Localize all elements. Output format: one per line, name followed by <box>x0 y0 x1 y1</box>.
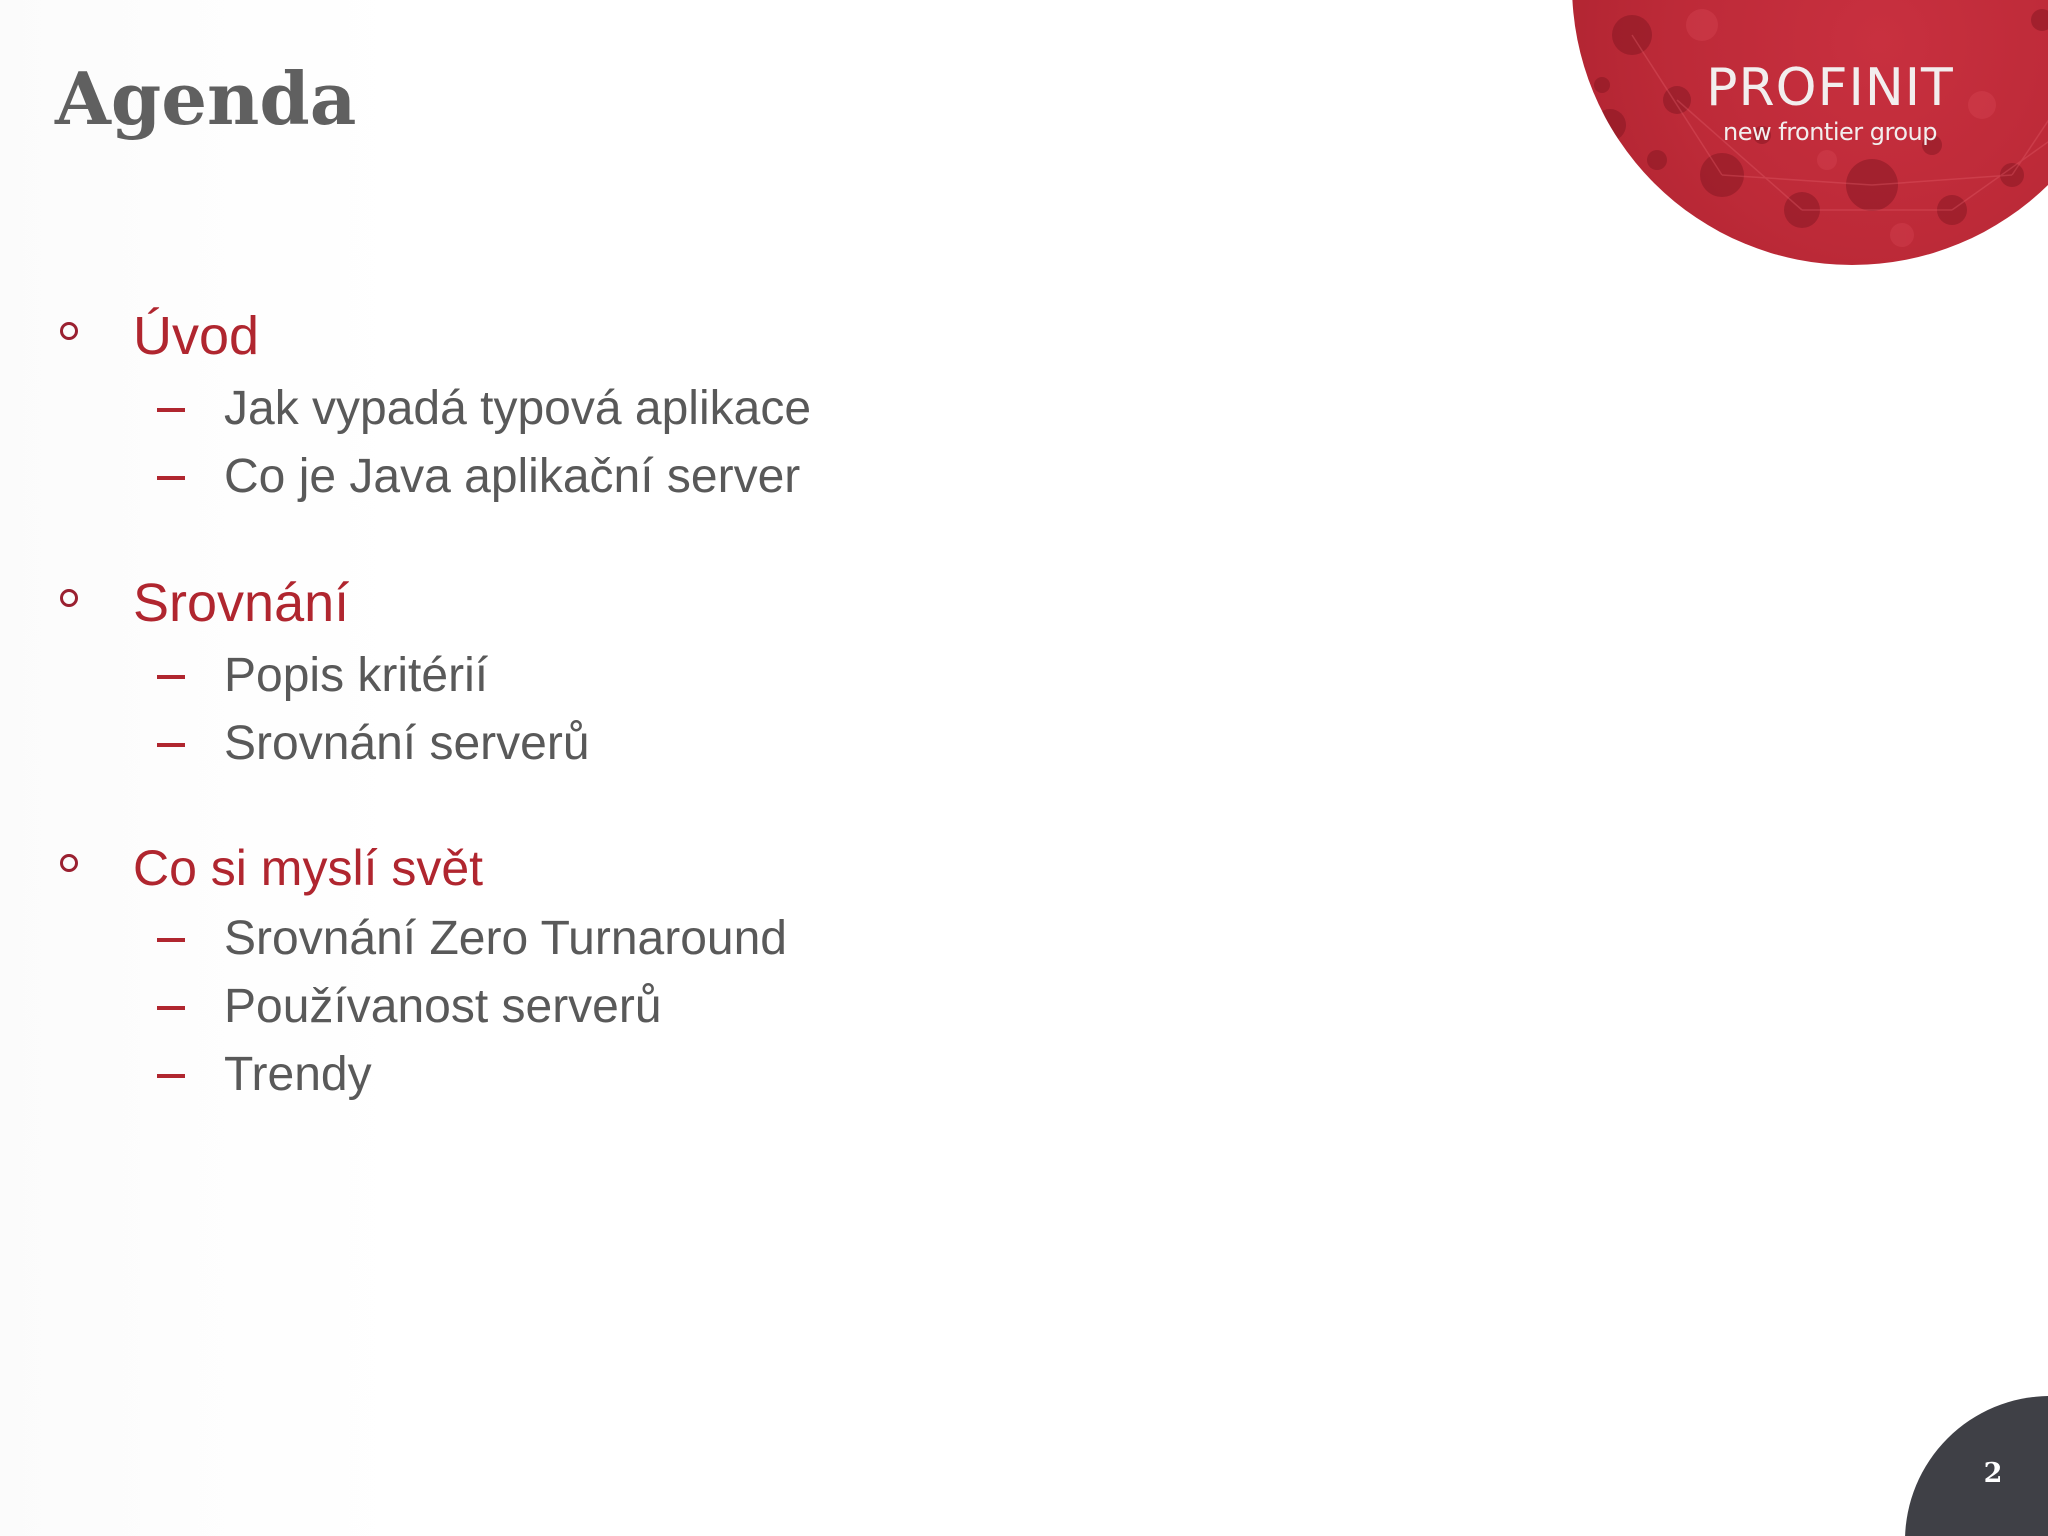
agenda-item-label: Srovnání serverů <box>224 717 590 770</box>
agenda-section-heading <box>0 306 1200 366</box>
dash-bullet-icon <box>157 743 185 747</box>
agenda-item <box>0 910 1200 968</box>
logo-tagline: new frontier group <box>1723 118 1937 146</box>
agenda-item <box>0 380 1200 438</box>
circle-bullet-icon <box>60 589 78 607</box>
agenda-section-title: Srovnání <box>133 573 350 633</box>
agenda-item <box>0 715 1200 773</box>
dash-bullet-icon <box>157 675 185 679</box>
dash-bullet-icon <box>157 408 185 412</box>
dash-bullet-icon <box>157 1006 185 1010</box>
agenda-section-title: Úvod <box>133 306 260 366</box>
logo-text <box>1690 58 1970 146</box>
dash-bullet-icon <box>157 1074 185 1078</box>
slide-title: Agenda <box>55 56 357 141</box>
agenda-item <box>0 978 1200 1036</box>
agenda-item <box>0 448 1200 506</box>
agenda-item-label: Popis kritérií <box>224 649 489 702</box>
agenda-section-heading <box>0 838 1200 898</box>
circle-bullet-icon <box>60 322 78 340</box>
circle-bullet-icon <box>60 854 78 872</box>
agenda-item-label: Srovnání Zero Turnaround <box>224 912 787 965</box>
agenda-item <box>0 1046 1200 1104</box>
agenda-item-label: Co je Java aplikační server <box>224 450 801 503</box>
agenda-section-heading <box>0 573 1200 633</box>
agenda-item <box>0 647 1200 705</box>
agenda-item-label: Jak vypadá typová aplikace <box>224 382 812 435</box>
logo-wordmark: PROFINIT <box>1706 58 1954 118</box>
agenda-item-label: Trendy <box>224 1048 372 1101</box>
dash-bullet-icon <box>157 938 185 942</box>
page-number: 2 <box>1983 1458 2003 1489</box>
dash-bullet-icon <box>157 476 185 480</box>
agenda-item-label: Používanost serverů <box>224 980 662 1033</box>
agenda-section-title: Co si myslí svět <box>133 840 484 896</box>
